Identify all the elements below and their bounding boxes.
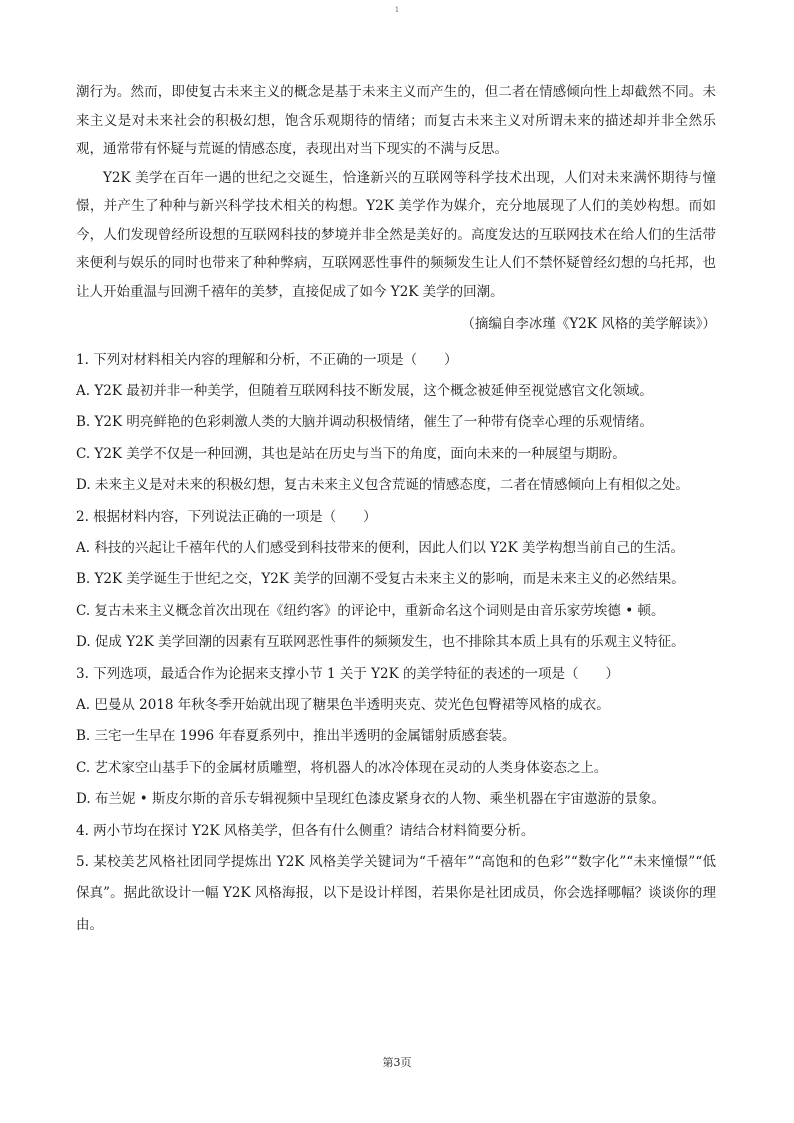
passage-source: （摘编自李冰瑾《Y2K 风格的美学解读》） xyxy=(461,316,716,332)
question-2-option-b: B. Y2K 美学诞生于世纪之交，Y2K 美学的回潮不受复古未来主义的影响，而是未来主义的必然结果。 xyxy=(76,571,685,588)
question-3-option-b: B. 三宅一生早在 1996 年春夏系列中，推出半透明的金属镭射质感套装。 xyxy=(76,728,516,745)
question-4-stem: 4. 两小节均在探讨 Y2K 风格美学，但各有什么侧重？请结合材料简要分析。 xyxy=(76,822,535,839)
question-1-option-d: D. 未来主义是对未来的积极幻想，复古未来主义包含荒诞的情感态度，二者在情感倾向上有相似之处。 xyxy=(76,477,689,494)
question-list xyxy=(76,345,716,942)
page-number: 第3页 xyxy=(382,1056,412,1069)
page-top-mark: 1 xyxy=(394,6,400,14)
question-1-option-b: B. Y2K 明亮鲜艳的色彩刺激人类的大脑并调动积极情绪，催生了一种带有侥幸心理的乐观情绪。 xyxy=(76,414,653,431)
question-2-option-d: D. 促成 Y2K 美学回潮的因素有互联网恶性事件的频频发生，也不排除其本质上具有的乐观主义特征。 xyxy=(76,634,685,651)
question-2-option-a: A. 科技的兴起让千禧年代的人们感受到科技带来的便利，因此人们以 Y2K 美学构想当前自己的生活。 xyxy=(76,539,684,556)
question-3-option-a: A. 巴曼从 2018 年秋冬季开始就出现了糖果色半透明夹克、荧光色包臀裙等风格的成衣。 xyxy=(76,696,610,713)
question-5-stem: 5. 某校美艺风格社团同学提炼出 Y2K 风格美学关键词为“千禧年”“高饱和的色彩”“数字化”“未来憧憬”“低保真”。据此欲设计一幅 Y2K 风格海报，以下是设计样图，若果你是社团成员，你会选择哪幅？谈谈你的理由。 xyxy=(76,854,716,933)
question-3-option-d: D. 布兰妮 • 斯皮尔斯的音乐专辑视频中呈现红色漆皮紧身衣的人物、乘坐机器在宇宙遨游的景象。 xyxy=(76,791,665,808)
page-content xyxy=(76,78,716,941)
question-1-option-a: A. Y2K 最初并非一种美学，但随着互联网科技不断发展，这个概念被延伸至视觉感官文化领域。 xyxy=(76,382,653,399)
question-2-stem: 2. 根据材料内容，下列说法正确的一项是（ ） xyxy=(76,508,377,525)
passage-paragraph-1: 潮行为。然而，即使复古未来主义的概念是基于未来主义而产生的，但二者在情感倾向性上却截然不同。未来主义是对未来社会的积极幻想，饱含乐观期待的情绪；而复古未来主义对所谓未来的描述却并非全然乐观，通常带有怀疑与荒诞的情感态度，表现出对当下现实的不满与反思。 xyxy=(76,84,716,157)
question-1-stem: 1. 下列对材料相关内容的理解和分析，不正确的一项是（ ） xyxy=(76,351,458,368)
question-3-option-c: C. 艺术家空山基手下的金属材质雕塑，将机器人的冰冷体现在灵动的人类身体姿态之上。 xyxy=(76,759,608,776)
passage-paragraph-2: Y2K 美学在百年一遇的世纪之交诞生，恰逢新兴的互联网等科学技术出现，人们对未来满怀期待与憧憬，并产生了种种与新兴科学技术相关的构想。Y2K 美学作为媒介，充分地展现了人们的美妙构想。而如今，人们发现曾经所设想的互联网科技的梦境并非全然是美好的。高度发达的互联网技术在给人们的生活带来便利与娱乐的同时也带来了种种弊病，互联网恶性事件的频频发生让人们不禁怀疑曾经幻想的乌托邦，也让人开始重温与回溯千禧年的美梦，直接促成了如今 Y2K 美学的回潮。 xyxy=(76,169,716,300)
question-2-option-c: C. 复古未来主义概念首次出现在《纽约客》的评论中，重新命名这个词则是由音乐家劳埃德 • 顿。 xyxy=(76,602,665,619)
question-1-option-c: C. Y2K 美学不仅是一种回溯，其也是站在历史与当下的角度，面向未来的一种展望与期盼。 xyxy=(76,445,626,462)
question-3-stem: 3. 下列选项，最适合作为论据来支撑小节 1 关于 Y2K 的美学特征的表述的一项是（ ） xyxy=(76,665,620,682)
